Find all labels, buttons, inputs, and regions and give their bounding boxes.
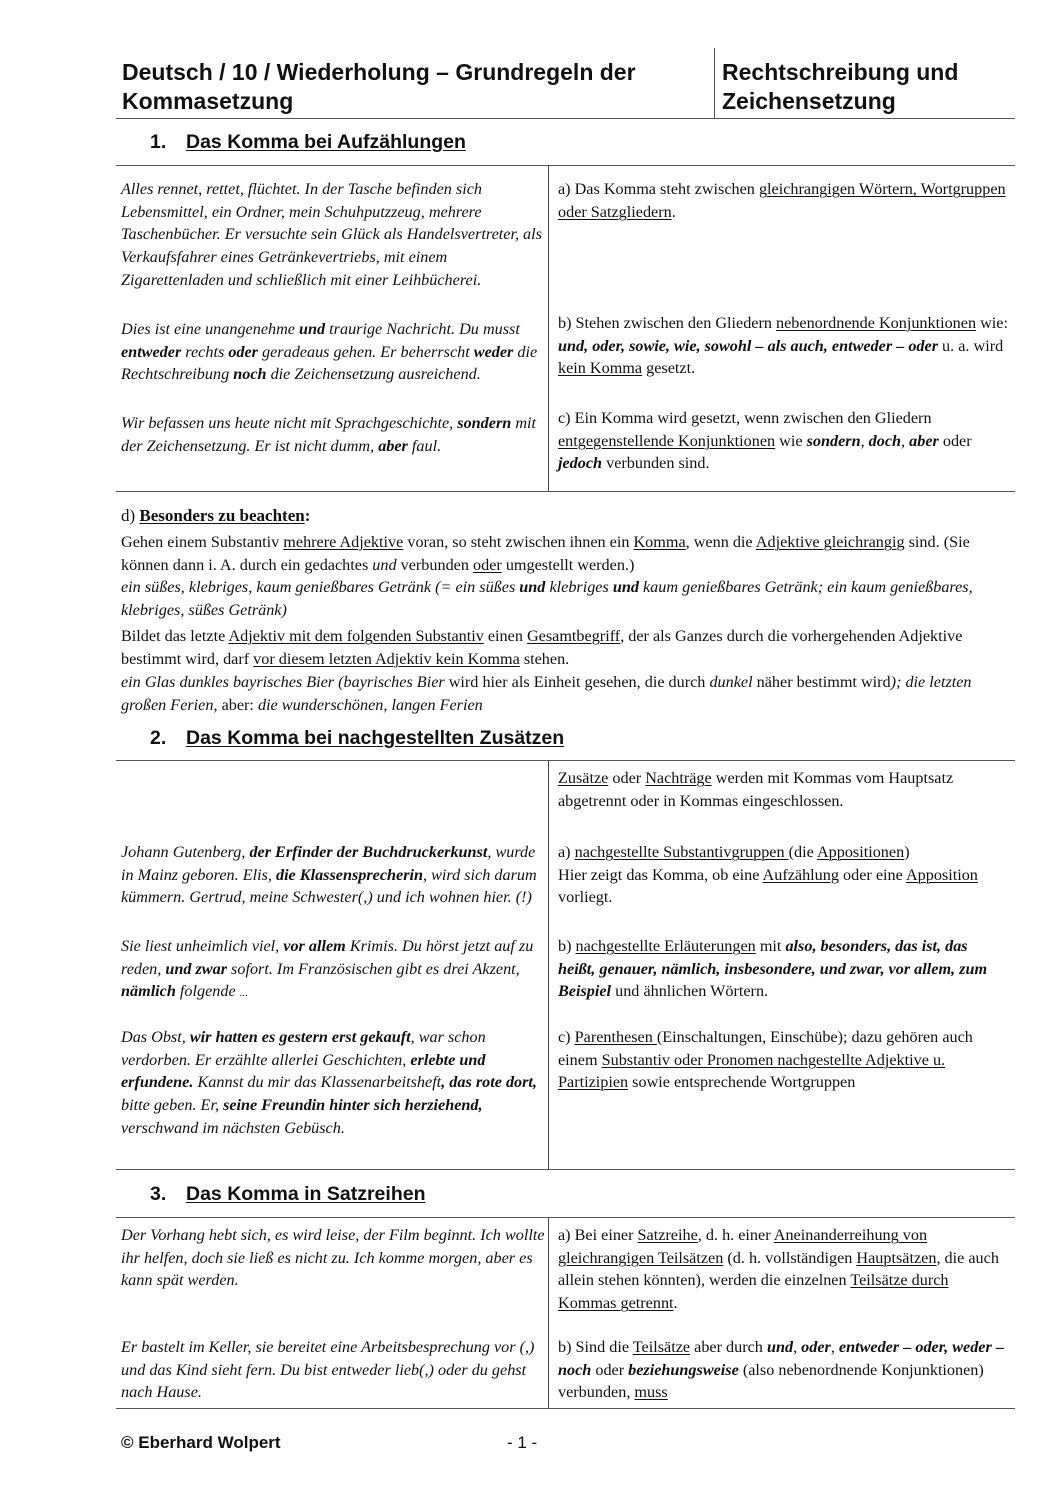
document-topic: Rechtschreibung und Zeichensetzung [722,59,959,114]
special-example-1: ein süßes, klebriges, kaum genießbares Getränk (= ein süßes und klebriges und kaum genießbares Getränk; ein kaum genießbares, klebriges, süßes Getränk) [121,578,973,619]
special-example-2: ein Glas dunkles bayrisches Bier (bayrisches Bier wird hier als Einheit gesehen, die durch dunkel näher bestimmt wird); die letzten großen Ferien, aber: die wunderschönen, langen Ferien [121,673,972,714]
column-divider [548,166,549,491]
section-2-table [116,760,1015,1170]
rule-2c: c) Parenthesen (Einschaltungen, Einschübe); dazu gehören auch einem Substantiv oder Pronomen nachgestellte Adjektive u. Partizipien sowie entsprechende Wortgruppen [558,1028,973,1092]
column-divider [548,1218,549,1408]
section-2-heading: 2. Das Komma bei nachgestellten Zusätzen [150,727,565,749]
section-1-heading: 1. Das Komma bei Aufzählungen [150,131,466,153]
rule-2a: a) nachgestellte Substantivgruppen (die Appositionen) Hier zeigt das Komma, ob eine Aufzählung oder eine Apposition vorliegt. [558,843,978,907]
document-title: Deutsch / 10 / Wiederholung – Grundregeln der Kommasetzung [122,59,636,114]
section-3-heading: 3. Das Komma in Satzreihen [150,1183,426,1205]
rule-1b: b) Stehen zwischen den Gliedern nebenordnende Konjunktionen wie: und, oder, sowie, wie, sowohl – als auch, entweder – oder u. a. wird kein Komma gesetzt. [558,314,1008,378]
special-note-heading: d) Besonders zu beachten: [121,506,311,525]
section-3-table [116,1217,1015,1409]
document-header [116,48,1015,119]
example-aufzaehlung: Alles rennet, rettet, flüchtet. In der Tasche befinden sich Lebensmittel, ein Ordner, mein Schuhputzzeug, mehrere Taschenbücher. Er versuchte sein Glück als Handelsvertreter, als Verkaufsfahrer eines Getränkevertriebs, mit einem Zigarettenladen und schließlich mit einer Leihbücherei. [121,180,542,289]
column-divider [548,761,549,1169]
rule-1a: a) Das Komma steht zwischen gleichrangigen Wörtern, Wortgruppen oder Satzgliedern. [558,180,1006,221]
example-satzreihe: Der Vorhang hebt sich, es wird leise, der Film beginnt. Ich wollte ihr helfen, doch sie ließ es nicht zu. Ich komme morgen, aber es kann spät werden. [121,1226,545,1290]
page-number: - 1 - [507,1433,538,1452]
example-entgegenstellend: Wir befassen uns heute nicht mit Sprachgeschichte, sondern mit der Zeichensetzung. Er ist nicht dumm, aber faul. [121,414,536,455]
rule-1c: c) Ein Komma wird gesetzt, wenn zwischen den Gliedern entgegenstellende Konjunktionen wie sondern, doch, aber oder jedoch verbunden sind. [558,409,972,473]
example-apposition: Johann Gutenberg, der Erfinder der Buchdruckerkunst, wurde in Mainz geboren. Elis, die Klassensprecherin, wird sich darum kümmern. Gertrud, meine Schwester(,) und ich wohnen hier. (!) [121,843,537,907]
section-1-table [116,165,1015,492]
special-note-adjectives: Gehen einem Substantiv mehrere Adjektive voran, so steht zwischen ihnen ein Komma, wenn die Adjektive gleichrangig sind. (Sie können dann i. A. durch ein gedachtes und verbunden oder umgestellt werden.) [121,533,970,574]
special-note-gesamtbegriff: Bildet das letzte Adjektiv mit dem folgenden Substantiv einen Gesamtbegriff, der als Ganzes durch die vorhergehenden Adjektive bestimmt wird, darf vor diesem letzten Adjektiv kein Komma stehen. [121,627,963,668]
example-nebenordnend: Dies ist eine unangenehme und traurige Nachricht. Du musst entweder rechts oder geradeaus gehen. Er beherrscht weder die Rechtschreibung noch die Zeichensetzung ausreichend. [121,320,538,384]
header-divider [714,48,715,118]
rule-2b: b) nachgestellte Erläuterungen mit also, besonders, das ist, das heißt, genauer, nämlich, insbesondere, und zwar, vor allem, zum Beispiel und ähnlichen Wörtern. [558,937,988,1001]
example-erlaeuterung: Sie liest unheimlich viel, vor allem Krimis. Du hörst jetzt auf zu reden, und zwar sofort. Im Französischen gibt es drei Akzent, nämlich folgende ... [121,937,534,1001]
rule-3a: a) Bei einer Satzreihe, d. h. einer Aneinanderreihung von gleichrangigen Teilsätzen (d. h. vollständigen Hauptsätzen, die auch allein stehen könnten), werden die einzelnen Teilsätze durch Kommas getrennt. [558,1226,999,1313]
example-satzreihe-konjunktion: Er bastelt im Keller, sie bereitet eine Arbeitsbesprechung vor (,) und das Kind sieht fern. Du bist entweder lieb(,) oder du gehst nach Hause. [121,1338,535,1402]
rule-3b: b) Sind die Teilsätze aber durch und, oder, entweder – oder, weder – noch oder beziehungsweise (also nebenordnende Konjunktionen) verbunden, muss [558,1338,1004,1402]
rule-2-intro: Zusätze oder Nachträge werden mit Kommas vom Hauptsatz abgetrennt oder in Kommas eingeschlossen. [558,769,954,810]
copyright: © Eberhard Wolpert [121,1433,281,1452]
example-parenthese: Das Obst, wir hatten es gestern erst gekauft, war schon verdorben. Er erzählte allerlei Geschichten, erlebte und erfundene. Kannst du mir das Klassenarbeitsheft, das rote dort, bitte geben. Er, seine Freundin hinter sich herziehend, verschwand im nächsten Gebüsch. [121,1028,537,1137]
